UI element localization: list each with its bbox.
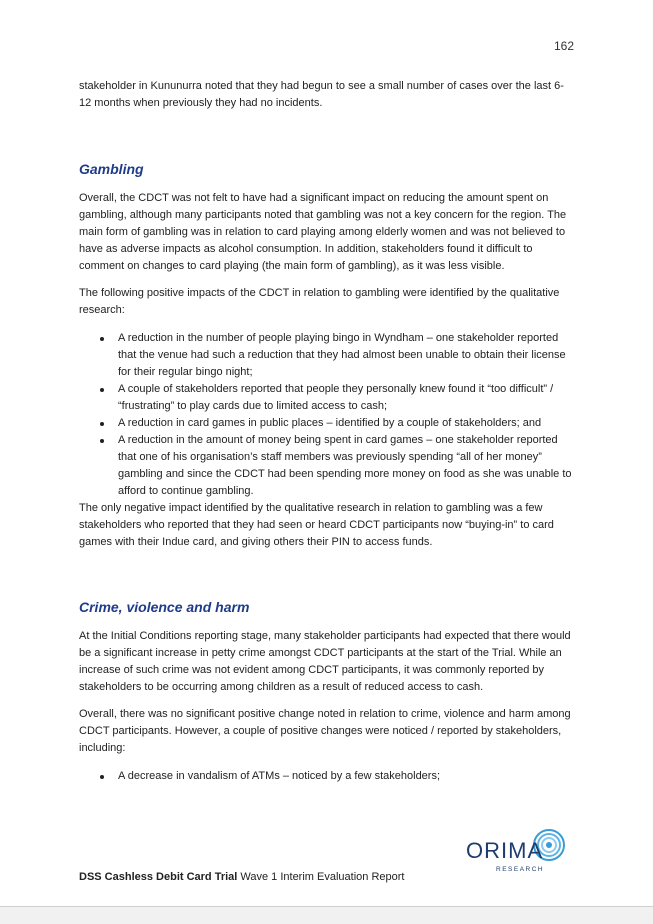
crime-bullet-list — [79, 768, 574, 785]
logo-wordmark: ORIMA — [466, 838, 544, 863]
gambling-paragraph-1: Overall, the CDCT was not felt to have had a significant impact on reducing the amount spent on gambling, although many participants noted that gambling was not a key concern for the region. The main form of gambling was in relation to card playing among elderly women and was not believed to have as adverse impacts as alcohol consumption. In addition, stakeholders found it difficult to comment on changes to card playing (the main form of gambling), as it was less visible. — [79, 192, 567, 272]
orima-logo — [464, 828, 574, 878]
section-heading-gambling: Gambling — [79, 161, 144, 177]
document-body — [79, 78, 574, 785]
page-number: 162 — [553, 39, 574, 53]
list-item: A decrease in vandalism of ATMs – noticed by a few stakeholders; — [79, 768, 574, 785]
page-footer — [79, 871, 404, 883]
page-bottom-edge — [0, 906, 653, 924]
crime-paragraph-1: At the Initial Conditions reporting stage, many stakeholder participants had expected that there would be a significant increase in petty crime amongst CDCT participants at the start of the Trial. While an increase of such crime was not evident among CDCT participants, it was commonly reported by stakeholders to be occurring among children as a result of reduced access to cash. — [79, 630, 571, 693]
logo-subtitle: RESEARCH — [496, 866, 545, 873]
section-heading-crime: Crime, violence and harm — [79, 599, 250, 615]
list-item: A reduction in the number of people playing bingo in Wyndham – one stakeholder reported that the venue had such a reduction that they had almost been unable to obtain their license for their regular bingo night; — [79, 330, 574, 381]
intro-paragraph: stakeholder in Kununurra noted that they had begun to see a small number of cases over the last 6-12 months when previously they had no incidents. — [79, 80, 564, 109]
list-item: A reduction in the amount of money being spent in card games – one stakeholder reported that one of his organisation’s staff members was previously spending “all of her money” gambling and since the CDCT had been spending more money on food as she was unable to afford to continue gambling. — [79, 432, 574, 500]
list-item: A reduction in card games in public places – identified by a couple of stakeholders; and — [79, 415, 574, 432]
footer-title-bold: DSS Cashless Debit Card Trial — [79, 871, 238, 883]
gambling-bullet-list — [79, 330, 574, 500]
gambling-paragraph-3: The only negative impact identified by the qualitative research in relation to gambling was a few stakeholders who reported that they had seen or heard CDCT participants now “buying-in” to card games with their Indue card, and giving others their PIN to access funds. — [79, 502, 554, 548]
list-item: A couple of stakeholders reported that people they personally knew found it “too difficult” / “frustrating” to play cards due to limited access to cash; — [79, 381, 574, 415]
footer-title-rest: Wave 1 Interim Evaluation Report — [237, 871, 405, 883]
gambling-paragraph-2: The following positive impacts of the CDCT in relation to gambling were identified by the qualitative research: — [79, 287, 560, 316]
crime-paragraph-2: Overall, there was no significant positive change noted in relation to crime, violence and harm among CDCT participants. However, a couple of positive changes were noticed / reported by stakeholders, including: — [79, 708, 571, 754]
